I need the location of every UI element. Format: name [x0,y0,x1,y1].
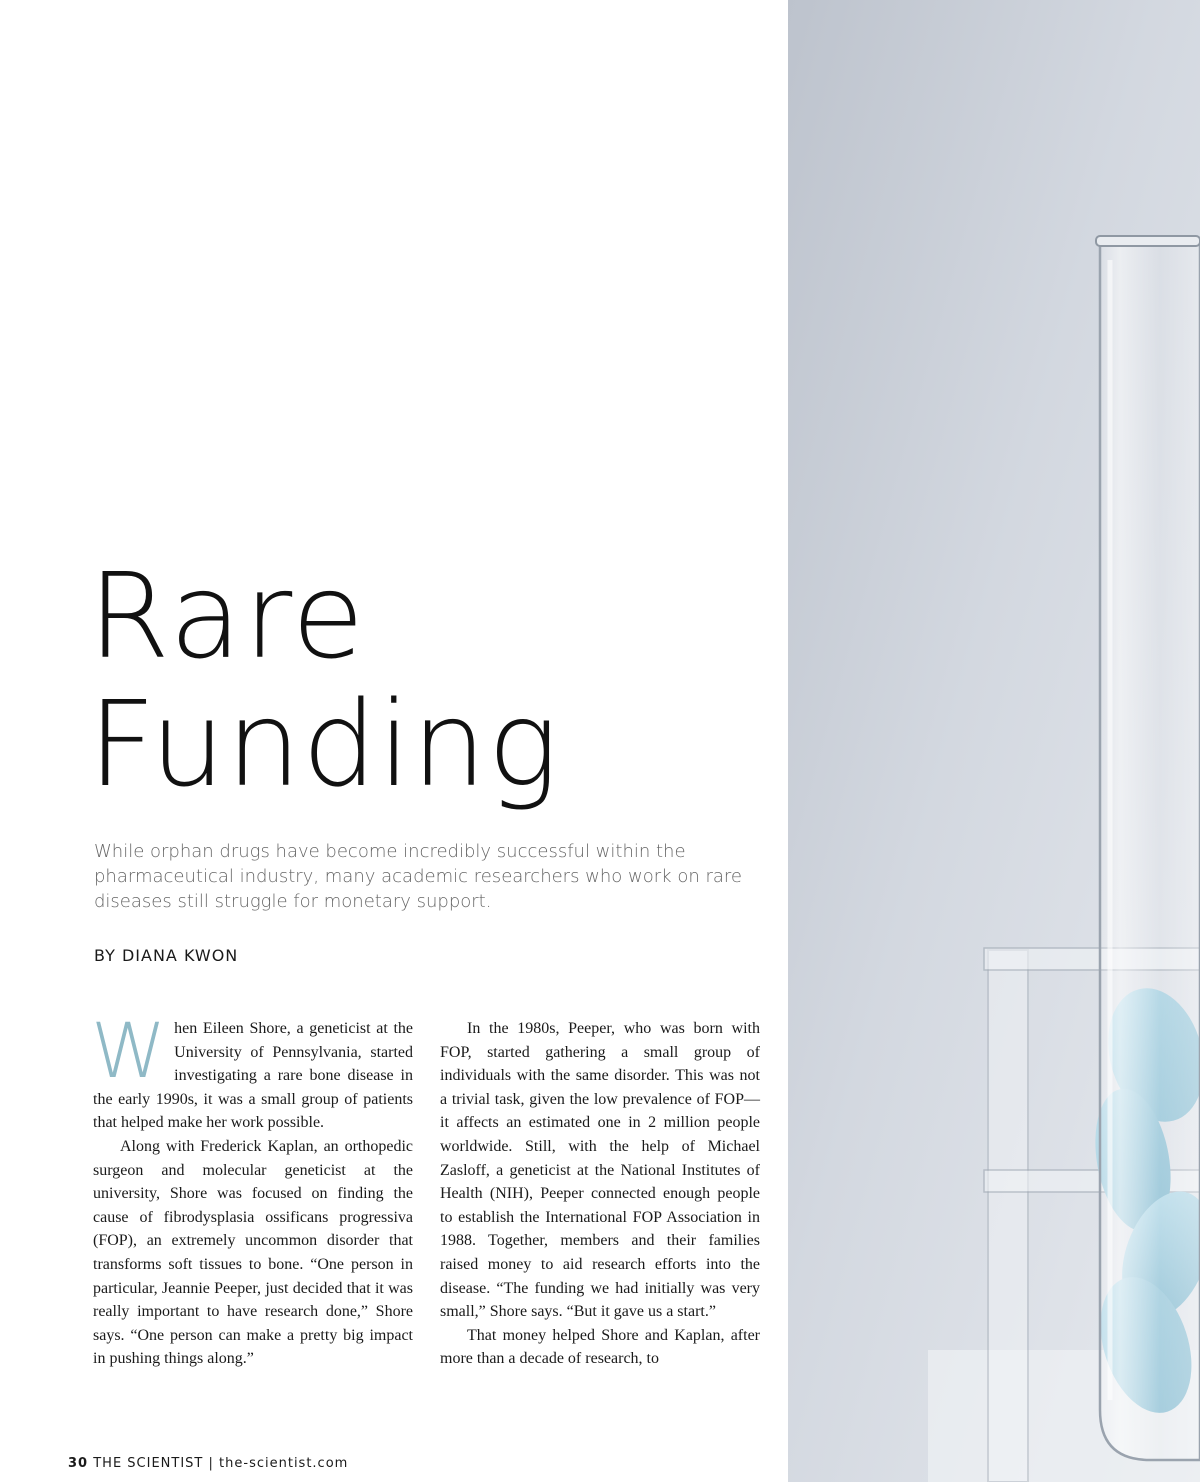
paragraph: In the 1980s, Peeper, who was born with FOP, started gathering a small group of individuals with the same disorder. This was not a trivial task, given the low prevalence of FOP—it affects an estimated one in 2 million people worldwide. Still, with the help of Michael Zasloff, a geneticist at the National Institutes of Health (NIH), Peeper connected enough people to establish the International FOP Association in 1988. Together, members and their families raised money to aid research efforts into the disease. “The funding we had initially was very small,” Shore says. “But it gave us a start.” [440,1020,760,1321]
footer-separator: | [208,1456,214,1471]
page-footer [68,1456,348,1471]
magazine-name: THE SCIENTIST [93,1456,204,1471]
dek: While orphan drugs have become incredibly successful within the pharmaceutical industry, many academic researchers who work on rare diseases still struggle for monetary support. [94,841,742,912]
article-column-2 [440,1017,760,1371]
tube-rim [1096,236,1200,246]
headline [88,547,560,813]
magazine-url: the-scientist.com [219,1456,349,1471]
dropcap: W [91,1006,167,1095]
headline-line-2: Funding [88,675,560,813]
paragraph-text: hen Eileen Shore, a geneticist at the University of Pennsylvania, started investigating a rare bone disease in the early 1990s, it was a small group of patients that helped make her work possible. [93,1020,413,1132]
article-column-1 [91,1006,413,1371]
paragraph: That money helped Shore and Kaplan, after more than a decade of research, to [440,1326,760,1368]
test-tube-photo [788,0,1200,1482]
paragraph [91,1006,413,1135]
headline-line-1: Rare [88,547,367,685]
test-tube [1100,240,1200,1460]
holder-post [988,950,1028,1482]
byline: BY DIANA KWON [94,946,239,965]
paragraph: Along with Frederick Kaplan, an orthopedic surgeon and molecular geneticist at the university, Shore was focused on finding the cause of fibrodysplasia ossificans progressiva (FOP), an extremely uncommon disorder that transforms soft tissues to bone. “One person in particular, Jeannie Peeper, just decided that it was really important to have research done,” Shore says. “One person can make a pretty big impact in pushing things along.” [93,1137,413,1368]
page-number: 30 [68,1456,89,1471]
